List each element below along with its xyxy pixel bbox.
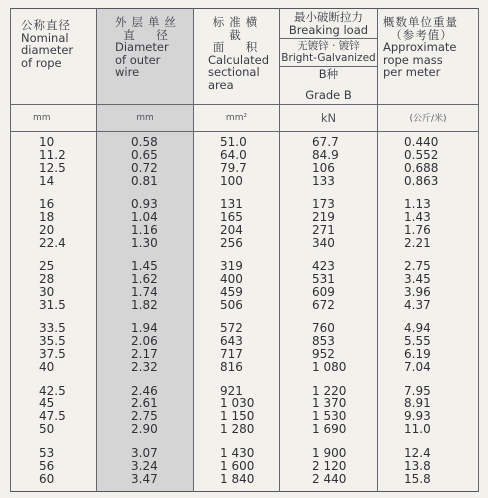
cell-area	[194, 256, 280, 318]
header-sectional-area	[194, 9, 280, 105]
data-row-group	[11, 194, 479, 256]
outer-value: 3.07	[131, 445, 158, 460]
breaking-load-zh: 最小破断拉力	[294, 10, 363, 24]
header-mass-en-1: Approximate	[383, 40, 457, 54]
area-value: 717	[220, 347, 243, 362]
header-mass-en-3: per meter	[383, 65, 441, 79]
nominal-value: 25	[39, 259, 55, 274]
area-value: 131	[220, 197, 243, 212]
header-rope-mass	[378, 9, 479, 105]
finish-subheader	[280, 39, 377, 67]
mass-value: 15.8	[404, 471, 431, 486]
grade-en: Grade B	[305, 87, 352, 102]
area-value: 100	[220, 173, 243, 188]
area-value: 921	[220, 383, 243, 398]
mass-value: 0.552	[404, 147, 439, 162]
data-row-group	[11, 318, 479, 380]
break-value: 952	[312, 347, 335, 362]
mass-value: 3.96	[404, 285, 431, 300]
break-value: 1 370	[312, 396, 347, 411]
mass-value: 12.4	[404, 445, 431, 460]
outer-value: 3.24	[131, 458, 158, 473]
mass-value: 9.93	[404, 409, 431, 424]
mass-value: 1.76	[404, 222, 431, 237]
nominal-value: 50	[39, 422, 55, 437]
data-body	[11, 131, 479, 491]
header-area-en-1: Calculated	[208, 52, 270, 67]
header-area-en-2: sectional	[208, 65, 260, 79]
break-value: 1 220	[312, 383, 347, 398]
outer-value: 0.72	[131, 160, 158, 175]
mass-value: 7.04	[404, 360, 431, 375]
outer-value: 2.32	[131, 360, 158, 375]
header-outer-zh-1: 外层单丝	[115, 15, 181, 29]
area-value: 165	[220, 210, 243, 225]
mass-value: 4.37	[404, 297, 431, 312]
nominal-value: 42.5	[39, 383, 66, 398]
nominal-value: 47.5	[39, 409, 66, 424]
nominal-value: 10	[39, 134, 55, 149]
nominal-value: 18	[39, 210, 55, 225]
header-mass-zh-2: （参考值）	[390, 27, 453, 42]
mass-value: 8.91	[404, 396, 431, 411]
nominal-value: 35.5	[39, 334, 66, 349]
nominal-value: 30	[39, 285, 55, 300]
mass-value: 1.13	[404, 197, 431, 212]
header-row	[11, 9, 479, 89]
header-outer-wire-diameter	[97, 9, 194, 105]
nominal-value: 33.5	[39, 321, 66, 336]
area-value: 400	[220, 272, 243, 287]
break-value: 760	[312, 321, 335, 336]
area-value: 64.0	[220, 147, 247, 162]
header-outer-en-1: Diameter	[115, 40, 169, 54]
cell-break	[280, 318, 378, 380]
break-value: 609	[312, 285, 335, 300]
outer-value: 1.16	[131, 222, 158, 237]
break-value: 84.9	[312, 147, 339, 162]
cell-break	[280, 381, 378, 443]
area-value: 79.7	[220, 160, 247, 175]
unit-area: mm²	[194, 104, 280, 131]
break-value: 1 530	[312, 409, 347, 424]
mass-value: 2.75	[404, 259, 431, 274]
area-value: 1 600	[220, 458, 255, 473]
mass-value: 13.8	[404, 458, 431, 473]
nominal-value: 22.4	[39, 235, 66, 250]
outer-value: 1.94	[131, 321, 158, 336]
outer-value: 2.75	[131, 409, 158, 424]
header-nominal-diameter	[11, 9, 97, 105]
cell-break	[280, 443, 378, 492]
outer-value: 2.61	[131, 396, 158, 411]
header-breaking-load	[280, 9, 378, 89]
outer-value: 0.65	[131, 147, 158, 162]
area-value: 319	[220, 259, 243, 274]
header-nominal-en-1: Nominal	[21, 30, 69, 45]
nominal-value: 56	[39, 458, 55, 473]
mass-value: 11.0	[404, 422, 431, 437]
finish-zh: 无镀锌 · 镀锌	[297, 40, 360, 52]
cell-nominal	[11, 381, 97, 443]
cell-area	[194, 318, 280, 380]
cell-area	[194, 381, 280, 443]
header-nominal-en-3: of rope	[21, 55, 62, 70]
rope-spec-table	[10, 8, 479, 492]
mass-value: 4.94	[404, 321, 431, 336]
outer-value: 3.47	[131, 471, 158, 486]
area-value: 256	[220, 235, 243, 250]
outer-value: 1.30	[131, 235, 158, 250]
cell-nominal	[11, 256, 97, 318]
outer-value: 0.93	[131, 197, 158, 212]
cell-break	[280, 256, 378, 318]
cell-mass	[378, 131, 479, 194]
cell-break	[280, 194, 378, 256]
nominal-value: 12.5	[39, 160, 66, 175]
nominal-value: 14	[39, 173, 55, 188]
outer-value: 0.81	[131, 173, 158, 188]
mass-value: 7.95	[404, 383, 431, 398]
cell-outer	[97, 131, 194, 194]
mass-value: 3.45	[404, 272, 431, 287]
break-value: 133	[312, 173, 335, 188]
mass-value: 0.440	[404, 134, 439, 149]
unit-break: kN	[280, 104, 378, 131]
cell-area	[194, 131, 280, 194]
header-area-zh-1: 标准横截	[212, 15, 263, 42]
finish-en: Bright-Galvanized	[281, 52, 376, 64]
break-value: 271	[312, 222, 335, 237]
area-value: 204	[220, 222, 243, 237]
nominal-value: 16	[39, 197, 55, 212]
break-value: 173	[312, 197, 335, 212]
cell-area	[194, 194, 280, 256]
break-value: 531	[312, 272, 335, 287]
outer-value: 2.06	[131, 334, 158, 349]
data-row-group	[11, 131, 479, 194]
breaking-load-en: Breaking load	[288, 22, 369, 37]
cell-break	[280, 131, 378, 194]
cell-nominal	[11, 131, 97, 194]
area-value: 459	[220, 285, 243, 300]
break-value: 1 080	[312, 360, 347, 375]
data-row-group	[11, 256, 479, 318]
break-value: 106	[312, 160, 335, 175]
breaking-load-title	[280, 9, 377, 39]
header-outer-en-3: wire	[115, 65, 140, 79]
data-row-group	[11, 443, 479, 492]
unit-nominal: mm	[11, 104, 97, 131]
outer-value: 1.45	[131, 259, 158, 274]
break-value: 2 440	[312, 471, 347, 486]
cell-outer	[97, 256, 194, 318]
cell-mass	[378, 443, 479, 492]
outer-value: 1.62	[131, 272, 158, 287]
outer-value: 2.46	[131, 383, 158, 398]
area-value: 51.0	[220, 134, 247, 149]
break-value: 67.7	[312, 134, 339, 149]
cell-outer	[97, 381, 194, 443]
break-value: 1 900	[312, 445, 347, 460]
header-area-zh-2: 面 积	[212, 40, 263, 54]
mass-value: 0.863	[404, 173, 439, 188]
outer-value: 1.04	[131, 210, 158, 225]
header-area-en-3: area	[208, 77, 234, 92]
area-value: 1 430	[220, 445, 255, 460]
mass-value: 5.55	[404, 334, 431, 349]
break-value: 2 120	[312, 458, 347, 473]
nominal-value: 20	[39, 222, 55, 237]
grade-zh: B种	[318, 67, 339, 81]
data-row-group	[11, 381, 479, 443]
outer-value: 2.90	[131, 422, 158, 437]
break-value: 423	[312, 259, 335, 274]
break-value: 853	[312, 334, 335, 349]
area-value: 1 280	[220, 422, 255, 437]
cell-outer	[97, 318, 194, 380]
nominal-value: 37.5	[39, 347, 66, 362]
cell-outer	[97, 443, 194, 492]
header-nominal-en-2: diameter	[21, 43, 74, 57]
area-value: 572	[220, 321, 243, 336]
break-value: 340	[312, 235, 335, 250]
header-mass-zh-1: 概数单位重量	[383, 15, 458, 29]
cell-nominal	[11, 194, 97, 256]
header-nominal-zh: 公称直径	[21, 18, 71, 32]
mass-value: 6.19	[404, 347, 431, 362]
cell-mass	[378, 194, 479, 256]
outer-value: 0.58	[131, 134, 158, 149]
nominal-value: 31.5	[39, 297, 66, 312]
header-outer-en-2: of outer	[115, 52, 161, 67]
area-value: 1 150	[220, 409, 255, 424]
area-value: 1 840	[220, 471, 255, 486]
nominal-value: 40	[39, 360, 55, 375]
cell-nominal	[11, 443, 97, 492]
cell-outer	[97, 194, 194, 256]
nominal-value: 45	[39, 396, 55, 411]
mass-value: 0.688	[404, 160, 439, 175]
break-value: 672	[312, 297, 335, 312]
outer-value: 1.74	[131, 285, 158, 300]
cell-area	[194, 443, 280, 492]
cell-mass	[378, 381, 479, 443]
grade-en-cell	[280, 89, 378, 105]
break-value: 219	[312, 210, 335, 225]
unit-mass: (公斤/米)	[378, 104, 479, 131]
unit-outer: mm	[97, 104, 194, 131]
mass-value: 2.21	[404, 235, 431, 250]
header-mass-en-2: rope mass	[383, 52, 443, 67]
mass-value: 1.43	[404, 210, 431, 225]
nominal-value: 11.2	[39, 147, 66, 162]
nominal-value: 53	[39, 445, 55, 460]
grade-subheader	[280, 67, 377, 83]
break-value: 1 690	[312, 422, 347, 437]
outer-value: 2.17	[131, 347, 158, 362]
unit-row	[11, 104, 479, 131]
area-value: 506	[220, 297, 243, 312]
cell-nominal	[11, 318, 97, 380]
cell-mass	[378, 318, 479, 380]
nominal-value: 60	[39, 471, 55, 486]
area-value: 816	[220, 360, 243, 375]
area-value: 643	[220, 334, 243, 349]
header-outer-zh-2: 直 径	[123, 27, 173, 42]
outer-value: 1.82	[131, 297, 158, 312]
cell-mass	[378, 256, 479, 318]
area-value: 1 030	[220, 396, 255, 411]
nominal-value: 28	[39, 272, 55, 287]
